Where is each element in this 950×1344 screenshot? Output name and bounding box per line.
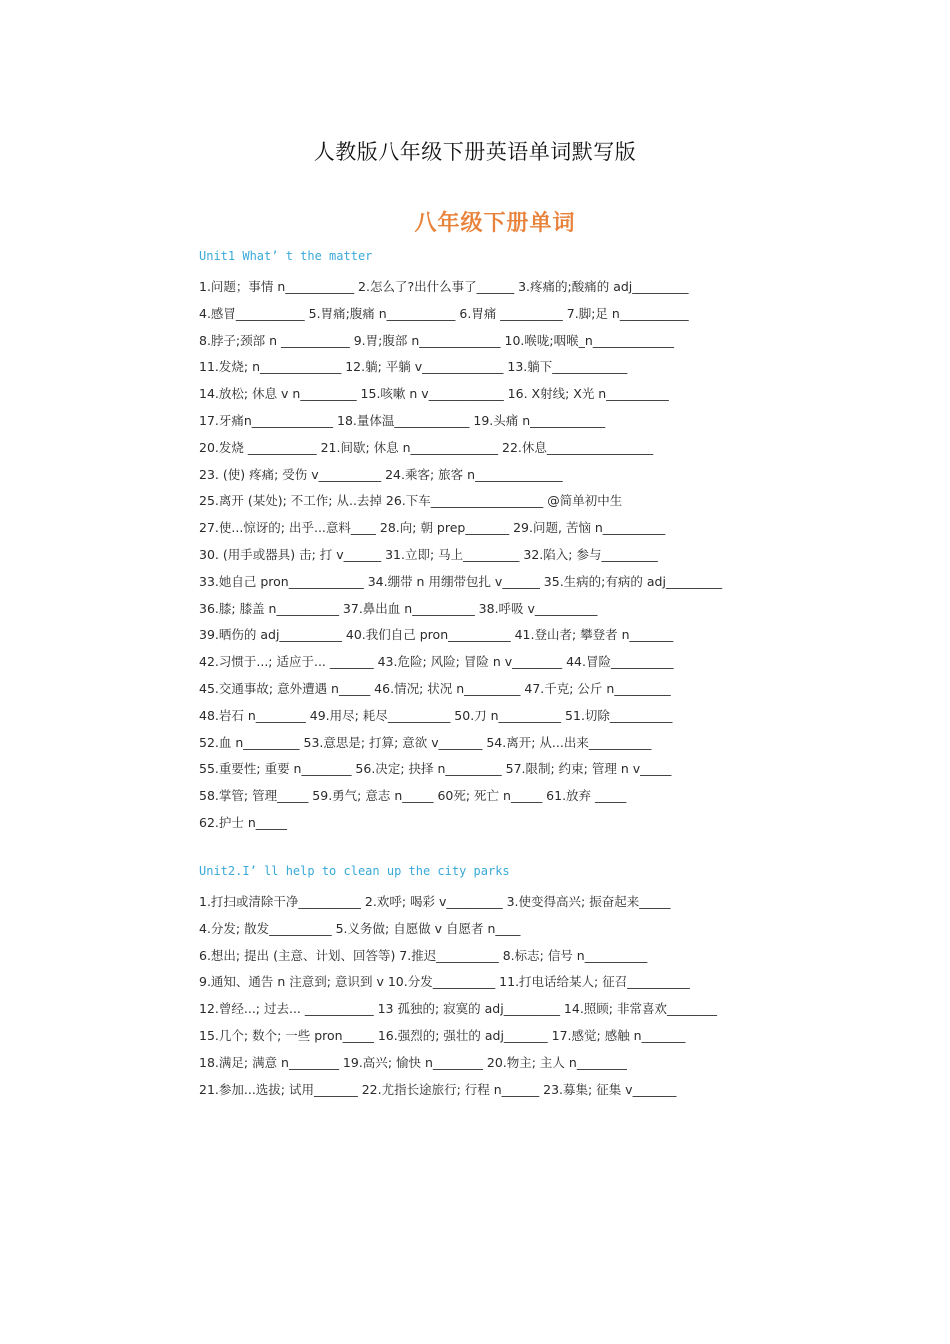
vocab-line: 48.岩石 n________ 49.用尽; 耗尽__________ 50.刀 n__________ 51.切除__________ — [199, 707, 673, 723]
vocab-line: 14.放松; 休息 v n_________ 15.咳嗽 n v____________ 16. X射线; X光 n__________ — [199, 386, 669, 402]
vocab-line: 30. (用手或器具) 击; 打 v______ 31.立即; 马上_________ 32.陷入; 参与_________ — [199, 546, 658, 562]
vocab-line: 12.曾经...; 过去... ___________ 13 孤独的; 寂寞的 adj_________ 14.照顾; 非常喜欢________ — [199, 1001, 717, 1017]
vocab-line: 62.护士 n_____ — [199, 814, 288, 830]
vocab-line: 39.晒伤的 adj__________ 40.我们自己 pron__________ 41.登山者; 攀登者 n_______ — [199, 627, 674, 643]
vocab-line: 55.重要性; 重要 n________ 56.决定; 抉择 n_________ 57.限制; 约束; 管理 n v_____ — [199, 761, 672, 777]
vocab-line: 21.参加...选拔; 试用_______ 22.尤指长途旅行; 行程 n______ 23.募集; 征集 v_______ — [199, 1081, 677, 1097]
unit2-heading: Unit2.I’ ll help to clean up the city parks — [199, 864, 510, 878]
vocab-line: 11.发烧; n_____________ 12.躺; 平躺 v_____________ 13.躺下____________ — [199, 359, 628, 375]
vocab-line: 9.通知、通告 n 注意到; 意识到 v 10.分发__________ 11.打电话给某人; 征召__________ — [199, 974, 690, 990]
vocab-line: 45.交通事故; 意外遭遇 n_____ 46.情况; 状况 n_________ 47.千克; 公斤 n_________ — [199, 680, 671, 696]
vocab-line: 36.膝; 膝盖 n__________ 37.鼻出血 n__________ 38.呼吸 v__________ — [199, 600, 598, 616]
vocab-line: 27.使...惊讶的; 出乎...意料____ 28.向; 朝 prep_______ 29.问题, 苦恼 n__________ — [199, 520, 666, 536]
vocab-line: 52.血 n_________ 53.意思是; 打算; 意欲 v_______ 54.离开; 从...出来__________ — [199, 734, 652, 750]
vocab-line: 17.牙痛n_____________ 18.量体温____________ 19.头痛 n____________ — [199, 412, 606, 428]
page-title: 人教版八年级下册英语单词默写版 — [313, 140, 637, 164]
vocab-line: 8.脖子;颈部 n ___________ 9.胃;腹部 n_____________ 10.喉咙;咽喉_n_____________ — [199, 332, 675, 348]
vocab-line: 6.想出; 提出 (主意、计划、回答等) 7.推迟__________ 8.标志; 信号 n__________ — [199, 947, 648, 963]
section-subtitle: 八年级下册单词 — [414, 211, 576, 236]
vocab-line: 4.感冒___________ 5.胃痛;腹痛 n___________ 6.胃痛 __________ 7.脚;足 n___________ — [199, 305, 689, 321]
unit1-heading: Unit1 What’ t the matter — [199, 249, 373, 263]
vocab-line: 42.习惯于...; 适应于... _______ 43.危险; 风险; 冒险 n v________ 44.冒险__________ — [199, 654, 674, 670]
vocab-line: 18.满足; 满意 n________ 19.高兴; 愉快 n________ 20.物主; 主人 n________ — [199, 1054, 627, 1070]
vocab-line: 20.发烧 ___________ 21.间歇; 休息 n______________ 22.休息_________________ — [199, 439, 654, 455]
vocab-line: 23. (使) 疼痛; 受伤 v__________ 24.乘客; 旅客 n______________ — [199, 466, 563, 482]
vocab-line: 1.问题；事情 n___________ 2.怎么了?出什么事了______ 3.疼痛的;酸痛的 adj_________ — [199, 279, 689, 294]
vocab-line: 25.离开 (某处); 不工作; 从..去掉 26.下车__________________ @简单初中生 — [199, 493, 623, 509]
vocab-line: 15.几个; 数个; 一些 pron_____ 16.强烈的; 强壮的 adj_______ 17.感觉; 感触 n_______ — [199, 1027, 686, 1043]
vocab-line: 33.她自己 pron____________ 34.绷带 n 用绷带包扎 v______ 35.生病的;有病的 adj_________ — [199, 573, 723, 589]
unit2-section — [199, 862, 819, 1103]
vocab-line: 4.分发; 散发__________ 5.义务做; 自愿做 v 自愿者 n____ — [199, 920, 521, 936]
unit1-section — [199, 247, 819, 837]
vocab-line: 1.打扫或清除干净__________ 2.欢呼; 喝彩 v_________ 3.使变得高兴; 振奋起来_____ — [199, 894, 671, 909]
vocab-line: 58.掌管; 管理_____ 59.勇气; 意志 n_____ 60死; 死亡 n_____ 61.放弃 _____ — [199, 788, 627, 804]
